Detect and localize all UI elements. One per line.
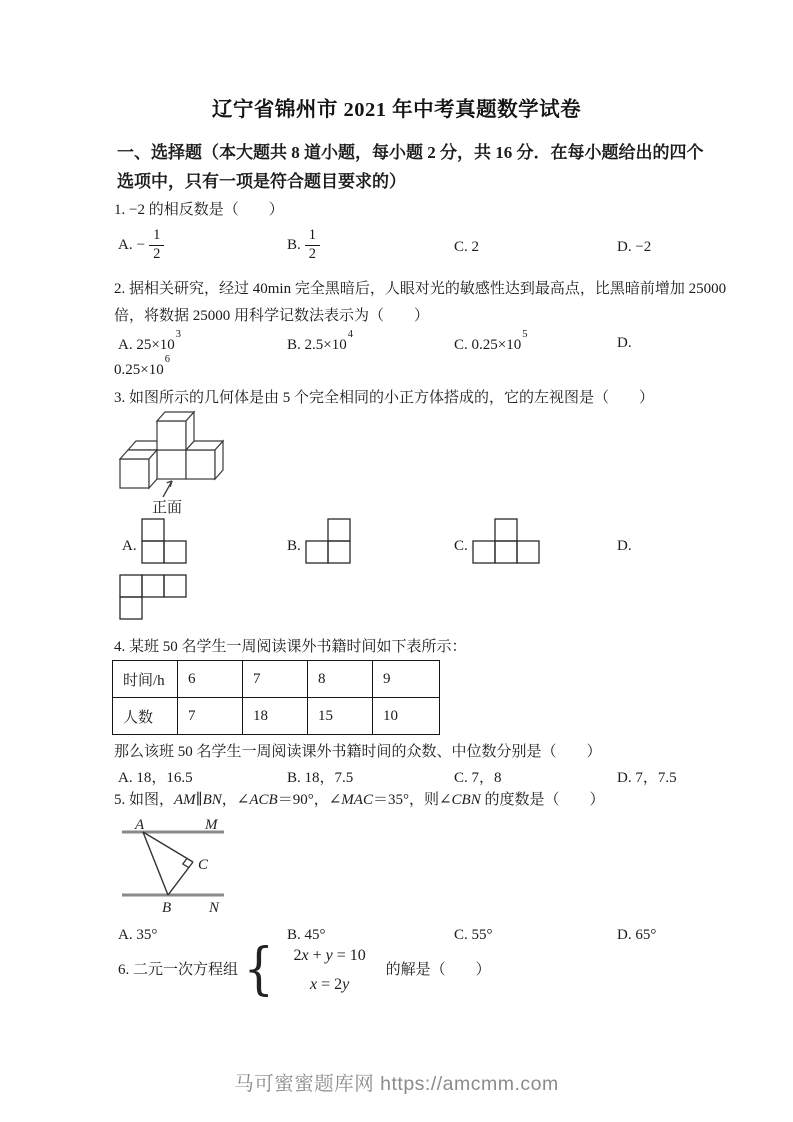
question-6 <box>118 937 491 1002</box>
table-cell: 6 <box>178 661 243 698</box>
question-4-option-b: B. 18，7.5 <box>287 770 354 786</box>
front-face-label: 正面 <box>152 500 183 516</box>
question-2-stem-line2: 倍，将数据 25000 用科学记数法表示为（ ） <box>114 308 430 324</box>
question-3-option-a-label: A. <box>122 538 137 554</box>
section-heading-line1: 一、选择题（本大题共 8 道小题，每小题 2 分，共 16 分．在每小题给出的四个 <box>117 143 704 162</box>
question-1-option-b <box>287 226 320 264</box>
table-cell: 时间/h <box>113 661 178 698</box>
exponent: 6 <box>164 354 170 365</box>
front-direction-arrow <box>163 481 172 497</box>
question-3-option-d-label: D. <box>617 538 632 554</box>
table-cell: 9 <box>373 661 440 698</box>
system-brace: { <box>243 937 274 1002</box>
point-label-A: A <box>135 817 145 833</box>
question-5-option-a: A. 35° <box>118 927 158 943</box>
question-2-option-d-prefix: D. <box>617 335 632 351</box>
question-1-option-d: D. −2 <box>617 239 652 255</box>
question-2-option-c: C. $0.25\times 10^5$ <box>454 329 528 353</box>
equation-1: 2x + y = 10 <box>293 946 366 964</box>
fraction-one-half: $\frac{1}{2}$ <box>305 228 320 262</box>
exponent: 3 <box>175 329 182 340</box>
table-cell: 7 <box>178 698 243 735</box>
question-3-option-a-figure <box>141 518 187 565</box>
question-5-option-d: D. 65° <box>617 927 657 943</box>
table-cell: 15 <box>308 698 373 735</box>
question-1-option-c: C. 2 <box>454 239 480 255</box>
page-title: 辽宁省锦州市 2021 年中考真题数学试卷 <box>211 99 582 121</box>
question-3-option-d-figure <box>119 574 187 621</box>
table-cell: 8 <box>308 661 373 698</box>
question-5-option-b: B. 45° <box>287 927 326 943</box>
question-1-option-a <box>118 226 164 264</box>
point-label-N: N <box>209 900 220 916</box>
table-row-time <box>113 661 440 698</box>
table-cell: 18 <box>243 698 308 735</box>
question-2-stem-line1: 2. 据相关研究，经过 40min 完全黑暗后，人眼对光的敏感性达到最高点，比黑暗前增加 25000 <box>114 281 727 297</box>
exponent: 4 <box>347 329 353 340</box>
triangle-ABC <box>143 832 193 895</box>
question-4-question-line: 那么该班 50 名学生一周阅读课外书籍时间的众数、中位数分别是（ ） <box>114 744 602 760</box>
question-4-option-a: A. 18，16.5 <box>118 770 193 786</box>
question-3-option-b-figure <box>305 518 351 565</box>
right-angle-mark <box>183 858 189 867</box>
equation-2: x = 2y <box>310 975 350 993</box>
question-3-option-c-figure <box>472 518 540 565</box>
cube-stack-figure <box>112 410 234 516</box>
minus-sign: − <box>136 236 146 253</box>
question-2-option-a: A. $25\times 10^3$ <box>118 329 182 353</box>
point-label-C: C <box>198 857 209 873</box>
equation-system <box>278 947 382 994</box>
table-cell: 10 <box>373 698 440 735</box>
table-row-count <box>113 698 440 735</box>
site-watermark[interactable]: 马可蜜蜜题库网 https://amcmm.com <box>234 1073 559 1095</box>
option-b-prefix: B. <box>287 236 301 253</box>
section-heading-line2: 选项中，只有一项是符合题目要求的） <box>117 172 406 191</box>
question-6-tail: 的解是（ ） <box>385 961 491 978</box>
table-cell: 人数 <box>113 698 178 735</box>
question-4-stem: 4. 某班 50 名学生一周阅读课外书籍时间如下表所示： <box>114 639 467 655</box>
question-6-lead: 6. 二元一次方程组 <box>118 961 239 978</box>
parallel-lines-triangle-figure <box>113 813 231 915</box>
point-label-B: B <box>162 900 172 916</box>
option-a-prefix: A. <box>118 236 133 253</box>
question-1-stem: 1. −2 的相反数是（ ） <box>114 202 284 218</box>
table-cell: 7 <box>243 661 308 698</box>
question-4-option-c: C. 7，8 <box>454 770 502 786</box>
question-2-option-b: B. $2.5\times 10^4$ <box>287 329 353 353</box>
question-5-stem: 5. 如图，AM∥BN，∠ACB＝90°，∠MAC＝35°，则∠CBN 的度数是（ ） <box>114 792 605 808</box>
exponent: 5 <box>522 329 528 340</box>
point-label-M: M <box>205 817 218 833</box>
fraction-one-half: $\frac{1}{2}$ <box>149 228 164 262</box>
question-5-option-c: C. 55° <box>454 927 493 943</box>
question-3-option-c-label: C. <box>454 538 468 554</box>
question-4-option-d: D. 7，7.5 <box>617 770 677 786</box>
question-2-option-d-value: $0.25\times 10^6$ <box>114 354 170 378</box>
question-3-option-b-label: B. <box>287 538 301 554</box>
reading-time-table <box>112 660 440 735</box>
question-3-stem: 3. 如图所示的几何体是由 5 个完全相同的小正方体搭成的，它的左视图是（ ） <box>114 390 655 406</box>
